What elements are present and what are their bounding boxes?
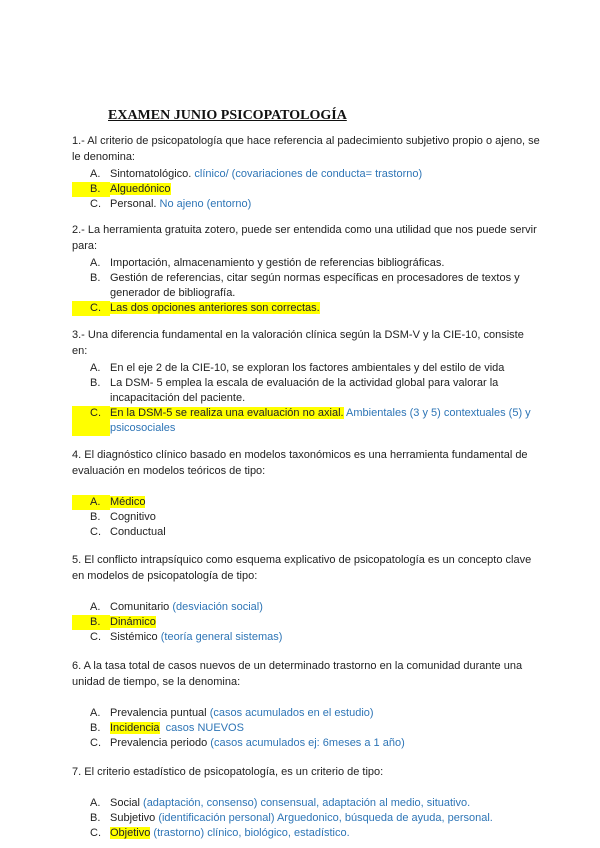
option-letter: A. bbox=[90, 168, 101, 180]
option-b bbox=[72, 271, 542, 301]
option-note: (identificación personal) Arguedonico, búsqueda de ayuda, personal. bbox=[158, 812, 493, 824]
option-text: Sistémico bbox=[110, 631, 158, 643]
option-letter: C. bbox=[90, 737, 101, 749]
option-letter: C. bbox=[90, 827, 101, 839]
option-text: Prevalencia periodo bbox=[110, 737, 208, 749]
option-c bbox=[72, 736, 542, 751]
option-text-correct: Alguedónico bbox=[110, 183, 171, 195]
option-text: Conductual bbox=[110, 526, 166, 538]
option-letter: B. bbox=[90, 722, 101, 734]
question-5 bbox=[72, 552, 542, 645]
option-note: (adaptación, consenso) consensual, adaptación al medio, situativo. bbox=[143, 797, 471, 809]
option-letter: A. bbox=[90, 797, 101, 809]
options-list bbox=[72, 167, 542, 212]
option-b bbox=[72, 182, 542, 197]
option-letter: B. bbox=[72, 182, 110, 197]
option-text-correct: En la DSM-5 se realiza una evaluación no axial. bbox=[110, 407, 344, 419]
options-list bbox=[72, 256, 542, 316]
options-list bbox=[72, 495, 542, 540]
option-letter: A. bbox=[72, 495, 110, 510]
option-text-correct: Dinámico bbox=[110, 616, 156, 628]
option-text-correct: Médico bbox=[110, 496, 146, 508]
question-7 bbox=[72, 764, 542, 841]
option-text-correct: Las dos opciones anteriores son correctas. bbox=[110, 302, 320, 314]
question-1 bbox=[72, 133, 542, 212]
option-letter: B. bbox=[90, 272, 101, 284]
question-text: 4. El diagnóstico clínico basado en modelos taxonómicos es una herramienta fundamental de evaluación en modelos teóricos de tipo: bbox=[72, 449, 528, 477]
option-b bbox=[72, 721, 542, 736]
option-note: (trastorno) clínico, biológico, estadístico. bbox=[153, 827, 350, 839]
option-c bbox=[72, 197, 542, 212]
option-letter: B. bbox=[90, 377, 101, 389]
option-b bbox=[72, 615, 542, 630]
option-c bbox=[72, 630, 542, 645]
option-text: Sintomatológico. bbox=[110, 168, 192, 180]
option-letter: C. bbox=[90, 631, 101, 643]
option-c bbox=[72, 525, 542, 540]
option-a bbox=[72, 706, 542, 721]
option-c bbox=[72, 826, 542, 841]
option-b bbox=[72, 510, 542, 525]
option-letter: C. bbox=[72, 406, 110, 436]
option-letter: B. bbox=[90, 511, 101, 523]
option-text: Comunitario bbox=[110, 601, 170, 613]
option-c bbox=[72, 406, 542, 436]
question-3 bbox=[72, 327, 542, 436]
option-letter: C. bbox=[90, 526, 101, 538]
option-note: No ajeno (entorno) bbox=[159, 198, 252, 210]
option-note: (teoría general sistemas) bbox=[160, 631, 283, 643]
option-note: (desviación social) bbox=[172, 601, 263, 613]
option-text: Prevalencia puntual bbox=[110, 707, 207, 719]
option-letter: C. bbox=[90, 198, 101, 210]
option-a bbox=[72, 600, 542, 615]
option-note: (casos acumulados en el estudio) bbox=[209, 707, 374, 719]
option-b bbox=[72, 811, 542, 826]
option-letter: B. bbox=[90, 812, 101, 824]
option-a bbox=[72, 167, 542, 182]
page-title: EXAMEN JUNIO PSICOPATOLOGÍA bbox=[108, 108, 347, 123]
question-6 bbox=[72, 658, 542, 751]
option-letter: A. bbox=[90, 257, 101, 269]
option-text: Personal. bbox=[110, 198, 157, 210]
option-text: Cognitivo bbox=[110, 511, 156, 523]
option-text: Social bbox=[110, 797, 140, 809]
option-text-correct: Objetivo bbox=[110, 827, 151, 839]
question-2 bbox=[72, 222, 542, 316]
option-note: clínico/ (covariaciones de conducta= trastorno) bbox=[194, 168, 423, 180]
option-text: Gestión de referencias, citar según normas específicas en procesadores de textos y generador de bibliografía. bbox=[110, 272, 520, 299]
options-list bbox=[72, 796, 542, 841]
option-text: Subjetivo bbox=[110, 812, 156, 824]
question-4 bbox=[72, 447, 542, 540]
question-text: 5. El conflicto intrapsíquico como esquema explicativo de psicopatología es un concepto clave en modelos de psicopatología de tipo: bbox=[72, 554, 532, 582]
option-text: Importación, almacenamiento y gestión de referencias bibliográficas. bbox=[110, 257, 445, 269]
option-b bbox=[72, 376, 542, 406]
option-note: casos NUEVOS bbox=[165, 722, 244, 734]
option-letter: A. bbox=[90, 707, 101, 719]
option-note: Ambientales (3 y 5) contextuales (5) y psicosociales bbox=[110, 407, 531, 434]
option-letter: C. bbox=[72, 301, 110, 316]
question-text: 6. A la tasa total de casos nuevos de un determinado trastorno en la comunidad durante una unidad de tiempo, se la denomina: bbox=[72, 660, 523, 688]
option-letter: B. bbox=[72, 615, 110, 630]
options-list bbox=[72, 706, 542, 751]
question-text: 2.- La herramienta gratuita zotero, puede ser entendida como una utilidad que nos puede servir para: bbox=[72, 224, 537, 252]
options-list bbox=[72, 600, 542, 645]
option-letter: A. bbox=[90, 601, 101, 613]
option-text: En el eje 2 de la CIE-10, se exploran los factores ambientales y del estilo de vida bbox=[110, 362, 505, 374]
question-text: 3.- Una diferencia fundamental en la valoración clínica según la DSM-V y la CIE-10, consiste en: bbox=[72, 329, 524, 357]
option-note: (casos acumulados ej: 6meses a 1 año) bbox=[210, 737, 405, 749]
option-text-correct: Incidencia bbox=[110, 722, 160, 734]
question-text: 1.- Al criterio de psicopatología que hace referencia al padecimiento subjetivo propio o ajeno, se le denomina: bbox=[72, 135, 540, 163]
option-a bbox=[72, 256, 542, 271]
option-a bbox=[72, 495, 542, 510]
options-list bbox=[72, 361, 542, 436]
option-a bbox=[72, 361, 542, 376]
question-text: 7. El criterio estadístico de psicopatología, es un criterio de tipo: bbox=[72, 766, 384, 778]
option-c bbox=[72, 301, 542, 316]
option-text: La DSM- 5 emplea la escala de evaluación de la actividad global para valorar la incapacitación del paciente. bbox=[110, 377, 499, 404]
option-a bbox=[72, 796, 542, 811]
option-letter: A. bbox=[90, 362, 101, 374]
